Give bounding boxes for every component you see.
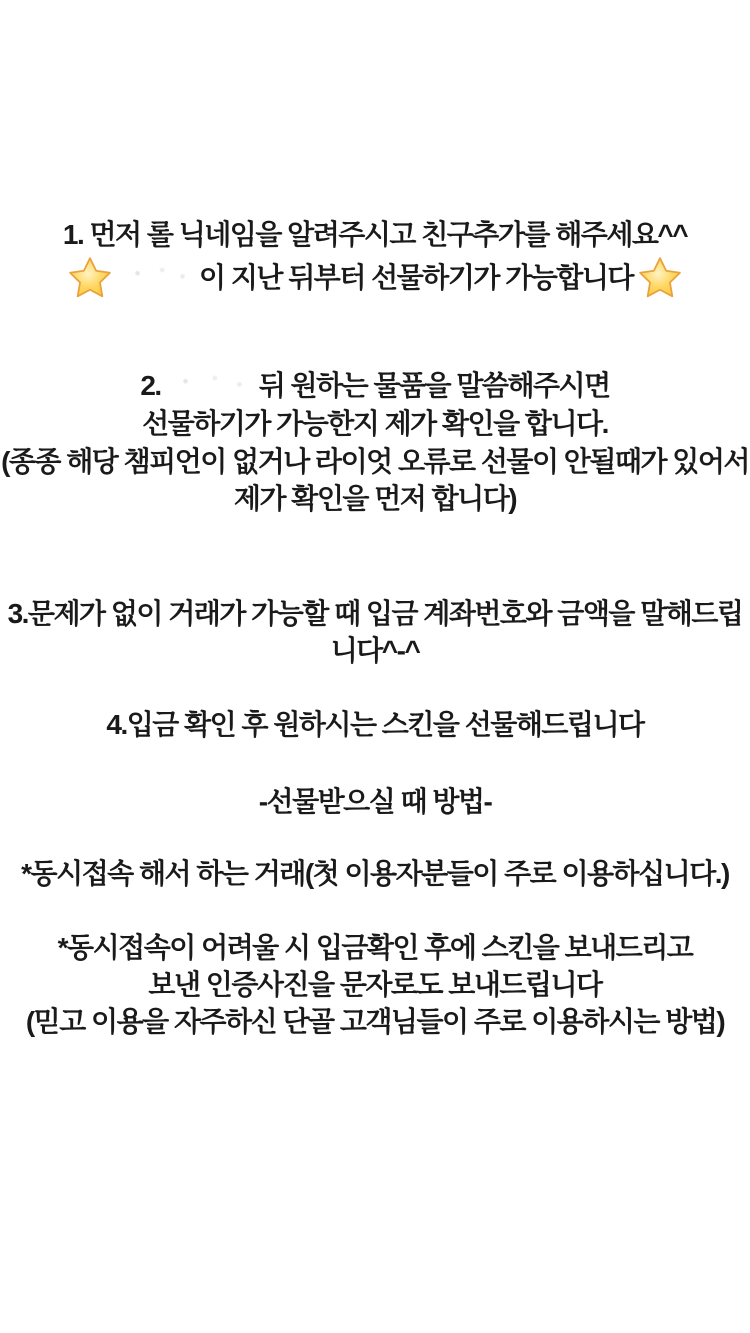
step3-line1: 3.문제가 없이 거래가 가능할 때 입금 계좌번호와 금액을 말해드립 [7,598,743,629]
step1-line2 [0,252,750,304]
step4-line1: 4.입금 확인 후 원하시는 스킨을 선물해드립니다 [106,709,644,740]
step1-line2-text: 이 지난 뒤부터 선물하기가 가능합니다 [199,261,633,293]
gift-method-2-line2: 보낸 인증사진을 문자로도 보내드립니다 [148,969,602,1000]
step2-note-line1: (종종 해당 챔피언이 없거나 라이엇 오류로 선물이 안될때가 있어서 [1,446,749,477]
star-icon [67,255,113,301]
gift-method-2-line1: *동시접속이 어려울 시 입금확인 후에 스킨을 보내드리고 [57,932,693,963]
step3-line2: 니다^-^ [330,635,420,666]
redacted-text-area [161,370,259,402]
gift-method-1: *동시접속 해서 하는 거래(첫 이용자분들이 주로 이용하십니다.) [21,858,729,889]
gift-method-title: -선물받으실 때 방법- [258,786,492,817]
step2-line1-text: 뒤 원하는 물품을 말씀해주시면 [258,369,610,401]
gift-method-2-note: (믿고 이용을 자주하신 단골 고객님들이 주로 이용하시는 방법) [25,1006,725,1037]
star-icon [637,255,683,301]
redacted-text-area [117,262,199,294]
step2-line2: 선물하기가 가능한지 제가 확인을 합니다. [142,408,608,439]
step2-line1 [0,368,750,404]
step1-line1: 1. 먼저 롤 닉네임을 알려주시고 친구추가를 해주세요^^ [62,219,688,250]
step2-number: 2. [140,369,161,401]
step2-note-line2: 제가 확인을 먼저 합니다) [233,483,517,514]
